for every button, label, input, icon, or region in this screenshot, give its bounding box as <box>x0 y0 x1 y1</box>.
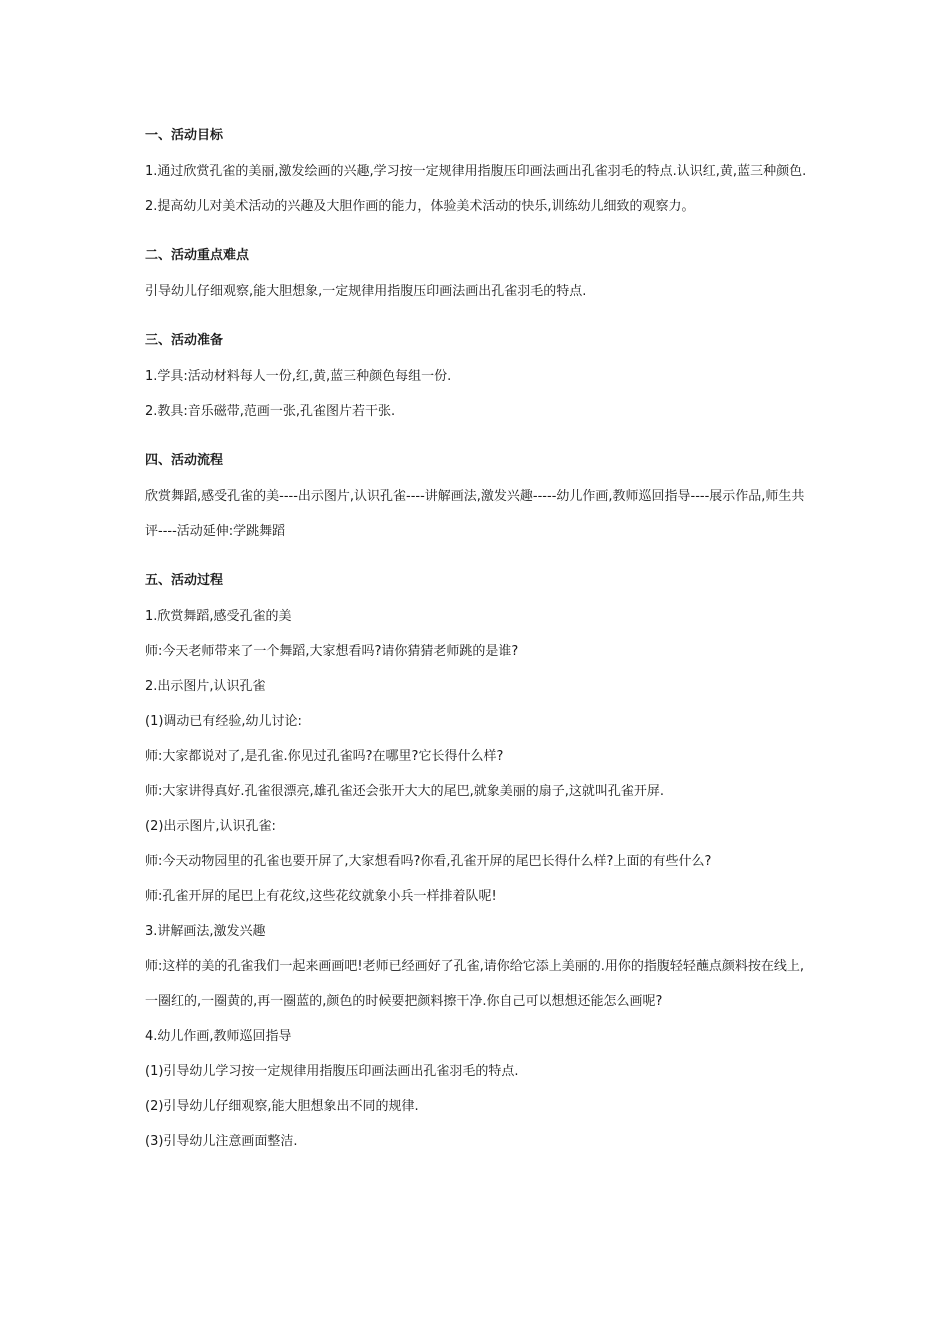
paragraph: 2.出示图片,认识孔雀 <box>145 679 266 694</box>
section-key-points <box>145 244 810 309</box>
section-goals <box>145 124 810 224</box>
paragraph: 1.通过欣赏孔雀的美丽,激发绘画的兴趣,学习按一定规律用指腹压印画法画出孔雀羽毛的特点.认识红,黄,蓝三种颜色. <box>145 164 807 179</box>
paragraph: 3.讲解画法,激发兴趣 <box>145 924 266 939</box>
paragraph: 1.学具:活动材料每人一份,红,黄,蓝三种颜色每组一份. <box>145 369 452 384</box>
paragraph: 2.教具:音乐磁带,范画一张,孔雀图片若干张. <box>145 404 396 419</box>
paragraph: 师:孔雀开屏的尾巴上有花纹,这些花纹就象小兵一样排着队呢! <box>145 889 497 904</box>
paragraph: (2)引导幼儿仔细观察,能大胆想象出不同的规律. <box>145 1099 419 1114</box>
paragraph: 师:这样的美的孔雀我们一起来画画吧!老师已经画好了孔雀,请你给它添上美丽的.用你的指腹轻轻蘸点颜料按在线上,一圈红的,一圈黄的,再一圈蓝的,颜色的时候要把颜料擦干净.你自己可以想想还能怎么画呢? <box>145 959 804 1009</box>
section-heading: 二、活动重点难点 <box>145 248 250 263</box>
paragraph: 师:今天动物园里的孔雀也要开屏了,大家想看吗?你看,孔雀开屏的尾巴长得什么样?上面的有些什么? <box>145 854 712 869</box>
section-heading: 一、活动目标 <box>145 128 224 143</box>
paragraph: (3)引导幼儿注意画面整洁. <box>145 1134 298 1149</box>
section-process <box>145 569 810 1159</box>
paragraph: 师:大家讲得真好.孔雀很漂亮,雄孔雀还会张开大大的尾巴,就象美丽的扇子,这就叫孔雀开屏. <box>145 784 665 799</box>
paragraph: 师:大家都说对了,是孔雀.你见过孔雀吗?在哪里?它长得什么样? <box>145 749 504 764</box>
section-preparation <box>145 329 810 429</box>
paragraph: (1)调动已有经验,幼儿讨论: <box>145 714 302 729</box>
paragraph: 1.欣赏舞蹈,感受孔雀的美 <box>145 609 292 624</box>
section-heading: 四、活动流程 <box>145 453 224 468</box>
section-heading: 三、活动准备 <box>145 333 224 348</box>
paragraph: (2)出示图片,认识孔雀: <box>145 819 276 834</box>
paragraph: 4.幼儿作画,教师巡回指导 <box>145 1029 292 1044</box>
paragraph: 欣赏舞蹈,感受孔雀的美----出示图片,认识孔雀----讲解画法,激发兴趣-----幼儿作画,教师巡回指导----展示作品,师生共评----活动延伸:学跳舞蹈 <box>145 489 805 539</box>
paragraph: 引导幼儿仔细观察,能大胆想象,一定规律用指腹压印画法画出孔雀羽毛的特点. <box>145 284 587 299</box>
paragraph: 师:今天老师带来了一个舞蹈,大家想看吗?请你猜猜老师跳的是谁? <box>145 644 519 659</box>
paragraph: 2.提高幼儿对美术活动的兴趣及大胆作画的能力，体验美术活动的快乐,训练幼儿细致的观察力。 <box>145 199 695 214</box>
section-flow <box>145 449 810 549</box>
section-heading: 五、活动过程 <box>145 573 224 588</box>
document-page <box>145 124 810 1179</box>
paragraph: (1)引导幼儿学习按一定规律用指腹压印画法画出孔雀羽毛的特点. <box>145 1064 519 1079</box>
